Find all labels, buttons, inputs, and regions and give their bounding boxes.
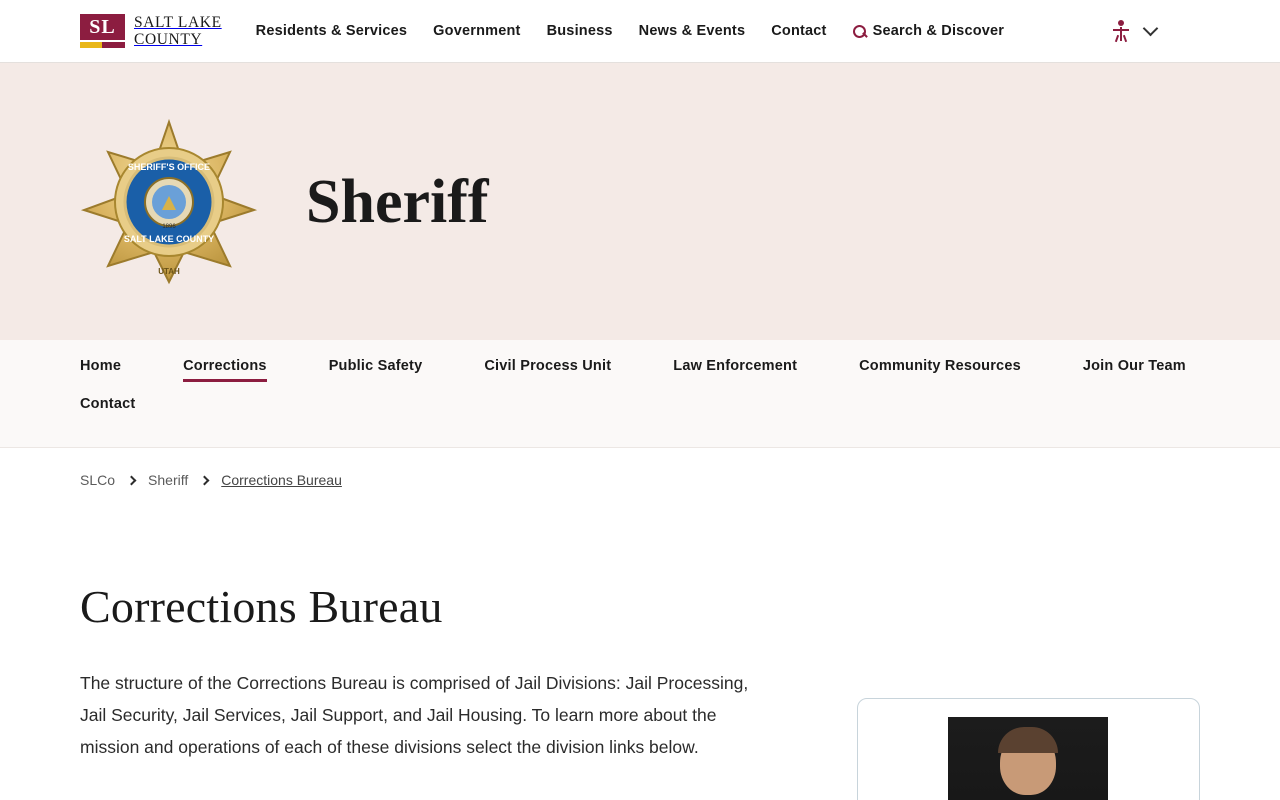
breadcrumb bbox=[0, 448, 1280, 488]
chevron-down-icon[interactable] bbox=[1143, 21, 1159, 37]
salt-lake-county-logo-icon bbox=[80, 14, 125, 48]
chevron-right-icon bbox=[127, 475, 137, 485]
sectionnav-item-home[interactable]: Home bbox=[80, 358, 122, 374]
officer-portrait-photo bbox=[948, 717, 1108, 800]
breadcrumb-item-slco[interactable]: SLCo bbox=[80, 472, 116, 488]
nav-item-government[interactable]: Government bbox=[433, 23, 521, 39]
section-navigation bbox=[0, 340, 1280, 448]
logo-wordmark bbox=[134, 15, 222, 48]
chevron-right-icon bbox=[200, 475, 210, 485]
logo-wordmark-line1: SALT LAKE bbox=[134, 13, 222, 31]
search-and-discover-button[interactable] bbox=[853, 23, 1005, 39]
page-hero-title: Sheriff bbox=[306, 167, 489, 236]
svg-text:SHERIFF'S OFFICE: SHERIFF'S OFFICE bbox=[127, 161, 211, 172]
hero-banner bbox=[0, 63, 1280, 340]
sectionnav-item-contact[interactable]: Contact bbox=[80, 396, 136, 412]
sheriff-star-badge-icon bbox=[80, 118, 258, 286]
nav-item-news-events[interactable]: News & Events bbox=[638, 23, 746, 39]
breadcrumb-item-corrections-bureau[interactable]: Corrections Bureau bbox=[221, 472, 342, 488]
sectionnav-item-civil-process-unit[interactable]: Civil Process Unit bbox=[484, 358, 612, 374]
logo-wordmark-line2: COUNTY bbox=[134, 31, 203, 48]
nav-item-contact[interactable]: Contact bbox=[771, 23, 827, 39]
svg-text:1896: 1896 bbox=[162, 223, 176, 230]
content-column bbox=[80, 488, 775, 800]
main-content bbox=[0, 488, 1280, 800]
accessibility-icon[interactable] bbox=[1111, 20, 1131, 42]
sectionnav-item-law-enforcement[interactable]: Law Enforcement bbox=[673, 358, 798, 374]
site-logo[interactable] bbox=[80, 14, 222, 48]
site-header bbox=[0, 0, 1280, 63]
page-title: Corrections Bureau bbox=[80, 581, 443, 632]
nav-item-business[interactable]: Business bbox=[546, 23, 613, 39]
sectionnav-item-join-our-team[interactable]: Join Our Team bbox=[1082, 358, 1186, 374]
breadcrumb-item-sheriff[interactable]: Sheriff bbox=[148, 472, 189, 488]
logo-gold-bar bbox=[80, 42, 102, 48]
sectionnav-item-public-safety[interactable]: Public Safety bbox=[328, 358, 423, 374]
sectionnav-item-corrections[interactable]: Corrections bbox=[183, 358, 267, 382]
sectionnav-item-community-resources[interactable]: Community Resources bbox=[859, 358, 1021, 374]
officer-portrait-card bbox=[857, 698, 1200, 800]
nav-item-residents-services[interactable]: Residents & Services bbox=[255, 23, 408, 39]
logo-monogram: SL bbox=[80, 14, 125, 40]
header-utilities bbox=[1111, 20, 1256, 42]
logo-maroon-bar bbox=[102, 42, 125, 48]
svg-text:SALT LAKE COUNTY: SALT LAKE COUNTY bbox=[123, 233, 215, 244]
search-icon bbox=[853, 25, 866, 38]
intro-paragraph: The structure of the Corrections Bureau is comprised of Jail Divisions: Jail Processing, Jail Security, Jail Services, Jail Support, and Jail Housing. To learn more about the mission and operations of each of these divisions select the division links below. bbox=[80, 673, 749, 757]
svg-text:UTAH: UTAH bbox=[158, 266, 180, 276]
primary-navigation bbox=[256, 23, 1005, 39]
search-label: Search & Discover bbox=[872, 23, 1005, 39]
